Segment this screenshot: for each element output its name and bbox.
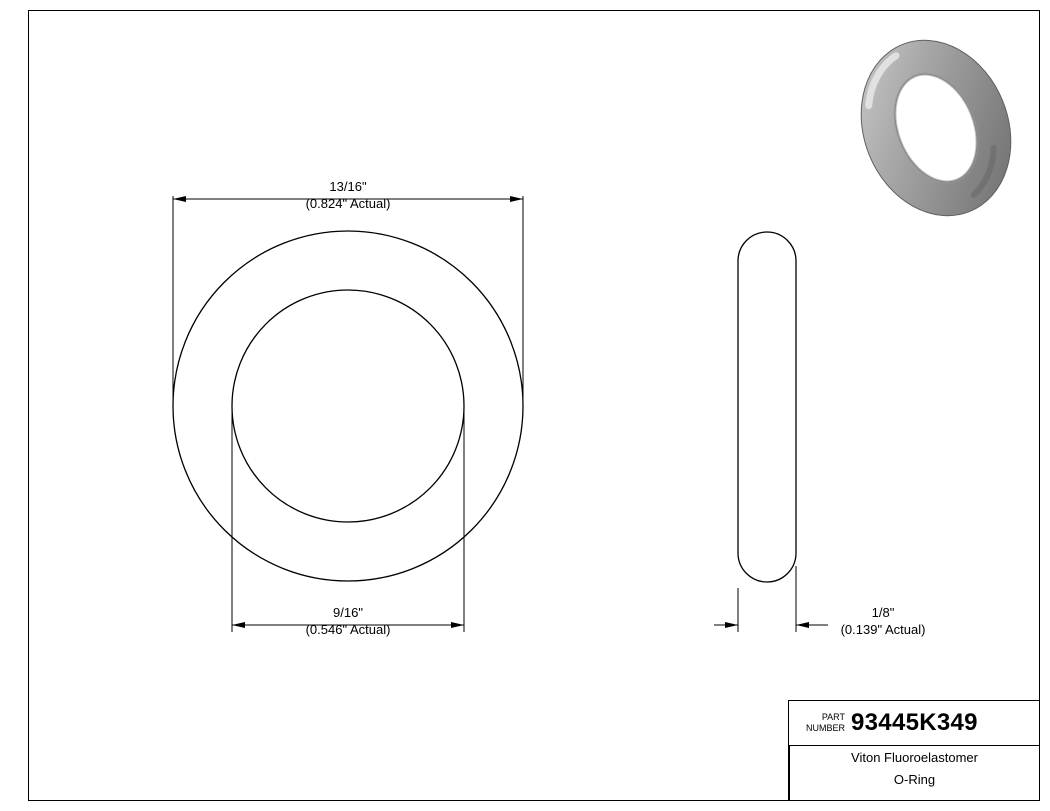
part-description-line2: O-Ring — [893, 772, 936, 787]
sheet-border-bottom — [28, 800, 1040, 801]
part-number-label-line1: PART — [821, 712, 845, 722]
part-number-label-line2: NUMBER — [805, 723, 845, 733]
outer-diameter-actual: (0.824" Actual) — [305, 196, 391, 211]
side-view-oring — [738, 232, 796, 582]
sheet-border-right — [1039, 10, 1040, 801]
outer-diameter-label — [248, 178, 448, 212]
cross-section-nominal: 1/8" — [871, 605, 895, 620]
outer-diameter-dimension — [173, 196, 523, 412]
title-block — [788, 700, 1039, 800]
sheet-border-left — [28, 10, 29, 801]
cross-section-actual: (0.139" Actual) — [840, 622, 926, 637]
part-number-label — [789, 712, 851, 734]
outer-diameter-nominal: 13/16" — [329, 179, 367, 194]
part-description — [789, 747, 1040, 791]
isometric-oring-render — [836, 18, 1037, 239]
part-description-line1: Viton Fluoroelastomer — [851, 750, 978, 765]
inner-diameter-label — [248, 604, 448, 638]
sheet-border-top — [28, 10, 1040, 11]
inner-diameter-actual: (0.546" Actual) — [305, 622, 391, 637]
cross-section-label — [783, 604, 983, 638]
inner-diameter-dimension — [232, 404, 464, 632]
part-number-value: 93445K349 — [851, 709, 978, 736]
inner-diameter-nominal: 9/16" — [333, 605, 363, 620]
title-block-divider — [789, 745, 1040, 746]
front-view-oring — [173, 231, 523, 581]
part-number-row — [789, 701, 1040, 745]
